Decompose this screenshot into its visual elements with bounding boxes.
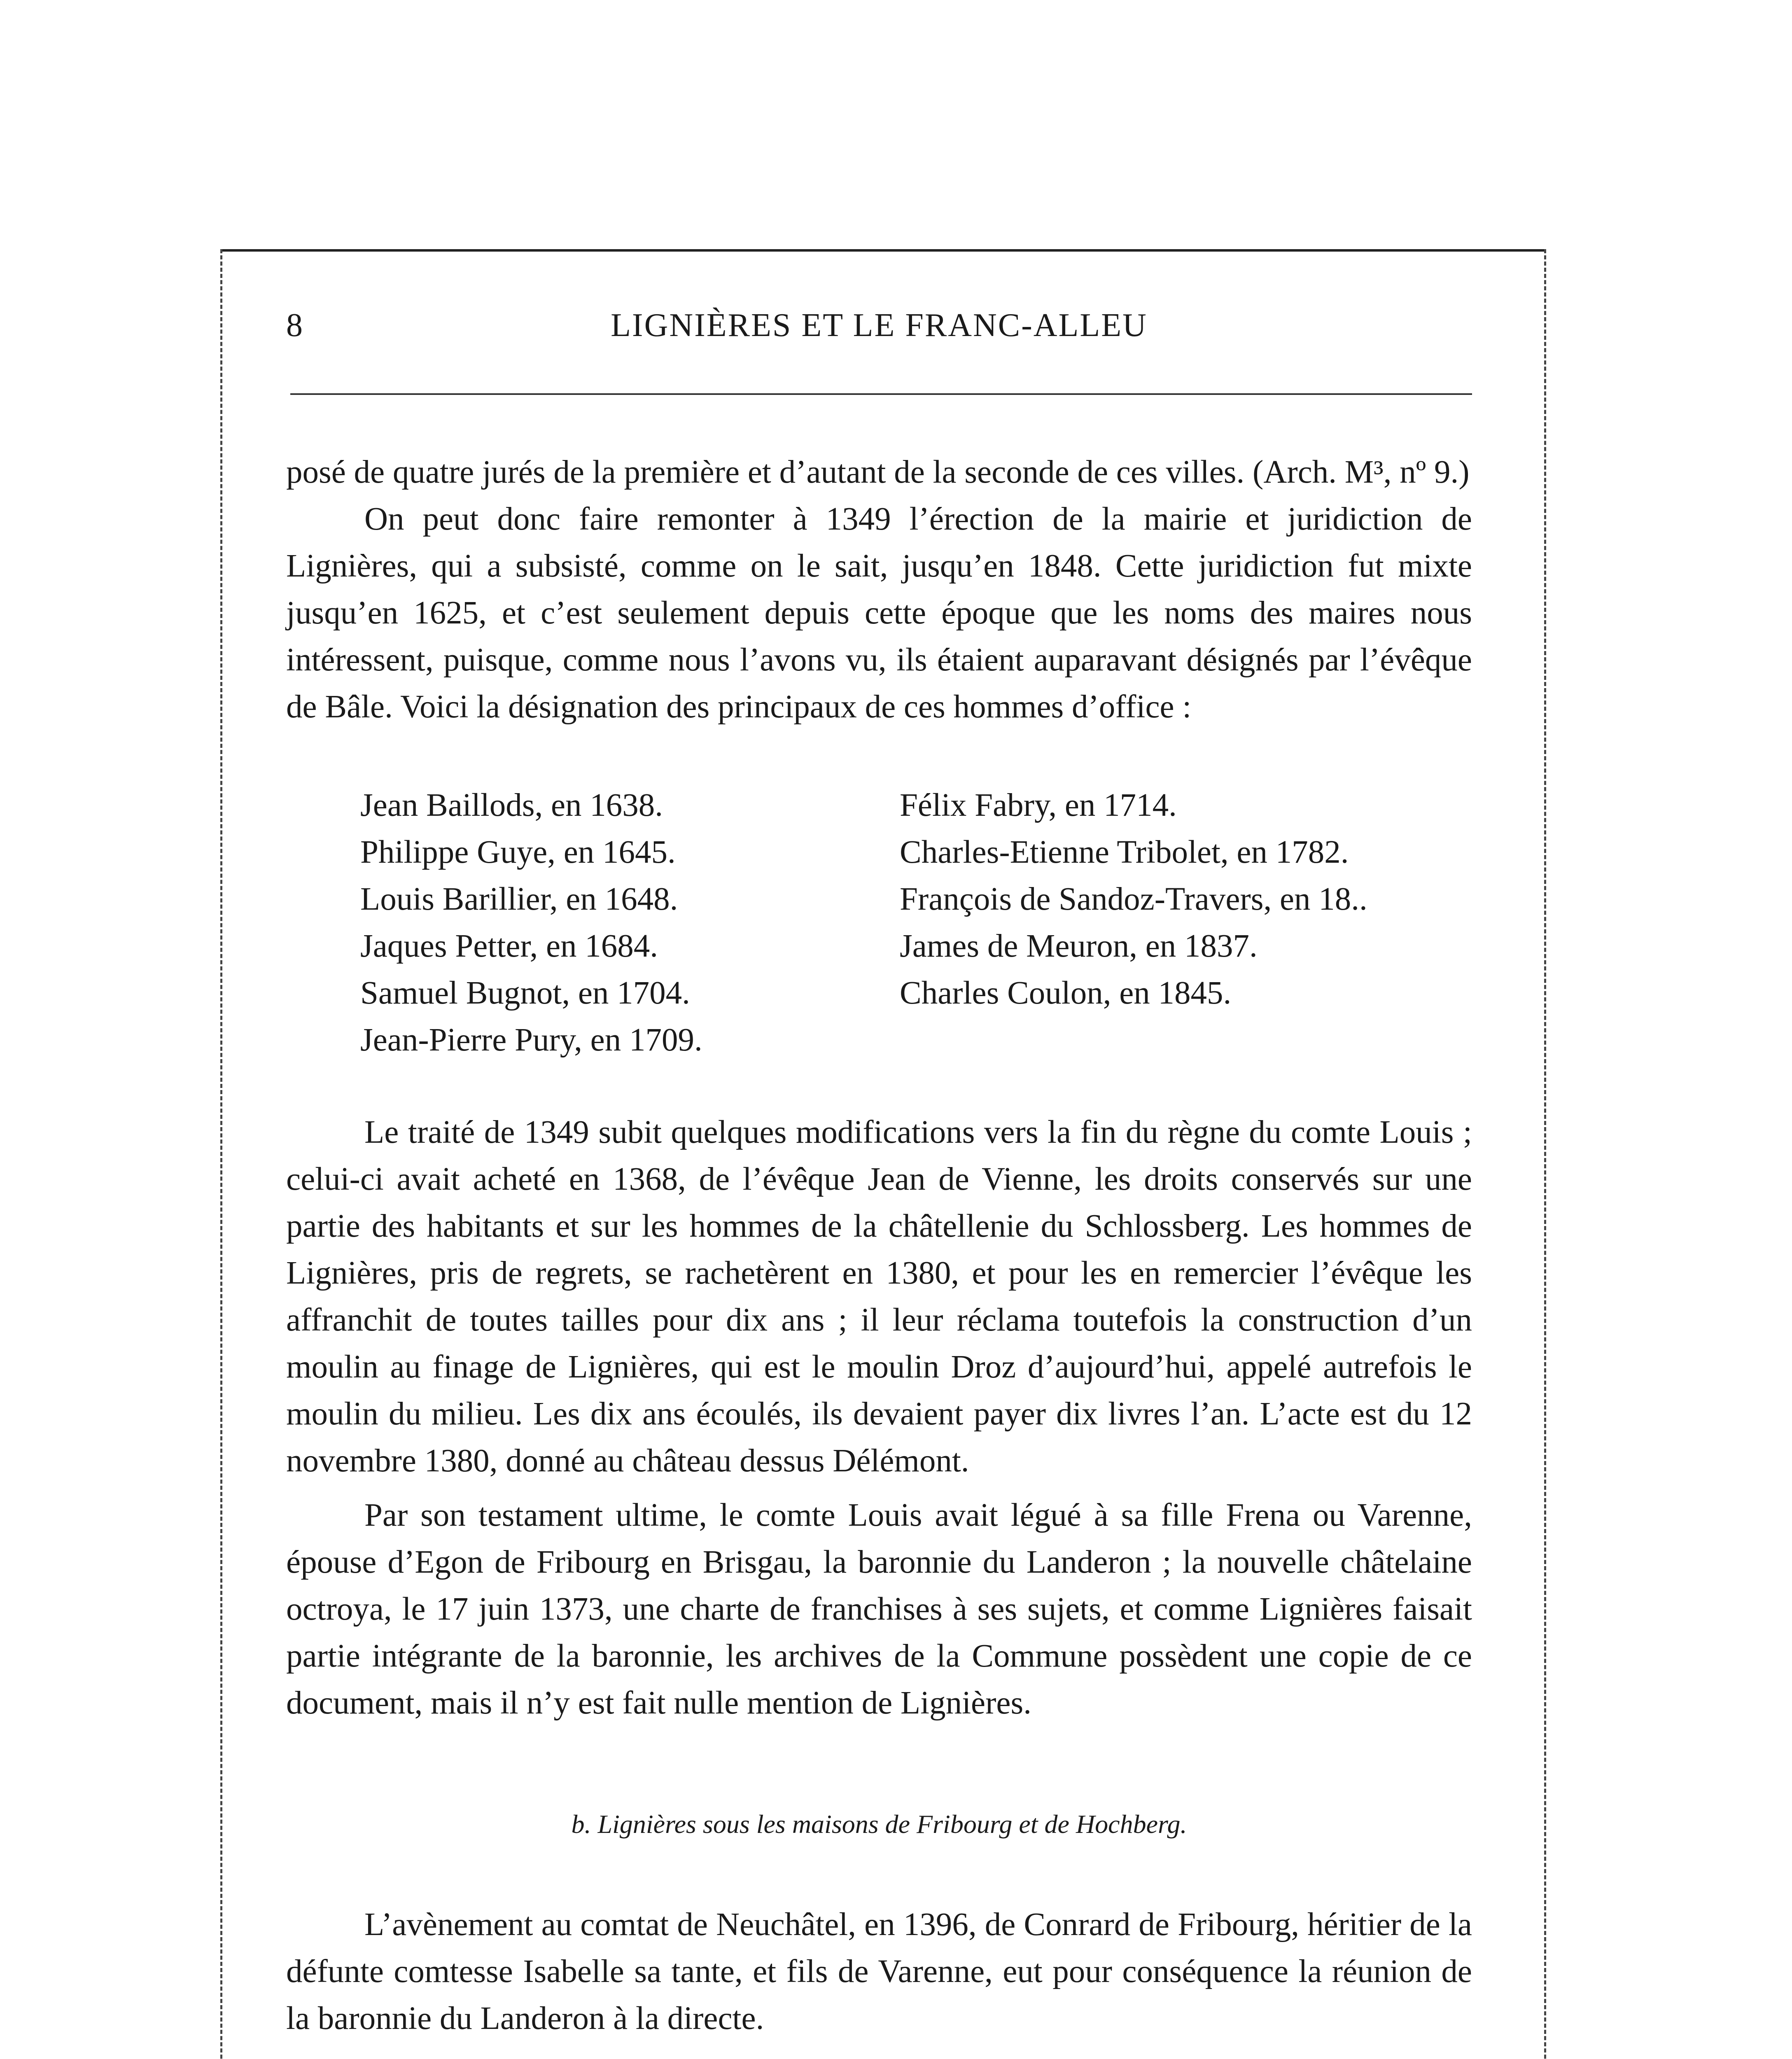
mayor-entry: Jaques Petter, en 1684. (360, 928, 658, 964)
page-header (286, 307, 1472, 360)
mayors-list (360, 782, 1472, 1064)
section-heading: b. Lignières sous les maisons de Fribourg et de Hochberg. (571, 1809, 1187, 1839)
paragraph-traite: Le traité de 1349 subit quelques modifications vers la fin du règne du comte Louis ; celui-ci avait acheté en 1368, de l’évêque Jean de Vienne, les droits conservés sur une partie des habitants et sur les hommes de la châtellenie du Schlossberg. Les hommes de Lignières, pris de regrets, se rachetèrent en 1380, et pour les en remercier l’évêque les affranchit de toutes tailles pour dix ans ; il leur réclama toutefois la construction d’un moulin au finage de Lignières, qui est le moulin Droz d’aujourd’hui, appelé autrefois le moulin du milieu. Les dix ans écoulés, ils devaient payer dix livres l’an. L’acte est du 12 novembre 1380, donné au château dessus Délémont. (286, 1114, 1472, 1479)
mayor-entry: James de Meuron, en 1837. (900, 928, 1258, 964)
frame-right-rule (1544, 249, 1546, 2059)
frame-top-rule (220, 249, 1546, 252)
paragraph-continuation: posé de quatre jurés de la première et d’autant de la seconde de ces villes. (Arch. M³, nº 9.) (286, 454, 1470, 490)
mayor-entry: Louis Barillier, en 1648. (360, 881, 678, 917)
mayor-entry: François de Sandoz-Travers, en 18.. (900, 881, 1367, 917)
mayor-entry: Jean-Pierre Pury, en 1709. (360, 1022, 702, 1058)
mayor-entry: Samuel Bugnot, en 1704. (360, 975, 690, 1011)
mayor-entry: Félix Fabry, en 1714. (900, 787, 1177, 823)
running-title: LIGNIÈRES ET LE FRANC-ALLEU (611, 307, 1148, 343)
mayor-entry: Charles Coulon, en 1845. (900, 975, 1232, 1011)
mayor-entry: Charles-Etienne Tribolet, en 1782. (900, 834, 1349, 870)
mayors-column-left (360, 782, 900, 1064)
page-number: 8 (286, 307, 304, 343)
mayor-entry: Philippe Guye, en 1645. (360, 834, 676, 870)
frame-left-rule (220, 249, 222, 2059)
paragraph-avenement: L’avènement au comtat de Neuchâtel, en 1396, de Conrard de Fribourg, héritier de la défunte comtesse Isabelle sa tante, et fils de Varenne, eut pour conséquence la réunion de la baronnie du Landeron à la directe. (286, 1907, 1472, 2036)
paragraph-testament: Par son testament ultime, le comte Louis avait légué à sa fille Frena ou Varenne, épouse d’Egon de Fribourg en Brisgau, la baronnie du Landeron ; la nouvelle châtelaine octroya, le 17 juin 1373, une charte de franchises à ses sujets, et comme Lignières faisait partie intégrante de la baronnie, les archives de la Commune possèdent une copie de ce document, mais il n’y est fait nulle mention de Lignières. (286, 1497, 1472, 1721)
body-text (286, 449, 1472, 2042)
mayor-entry: Jean Baillods, en 1638. (360, 787, 663, 823)
paragraph-mairie: On peut donc faire remonter à 1349 l’érection de la mairie et juridiction de Lignières, qui a subsisté, comme on le sait, jusqu’en 1848. Cette juridiction fut mixte jusqu’en 1625, et c’est seulement depuis cette époque que les noms des maires nous intéressent, puisque, comme nous l’avons vu, ils étaient auparavant désignés par l’évêque de Bâle. Voici la désignation des principaux de ces hommes d’office : (286, 501, 1472, 725)
mayors-column-right (900, 782, 1472, 1064)
header-rule (290, 393, 1472, 395)
